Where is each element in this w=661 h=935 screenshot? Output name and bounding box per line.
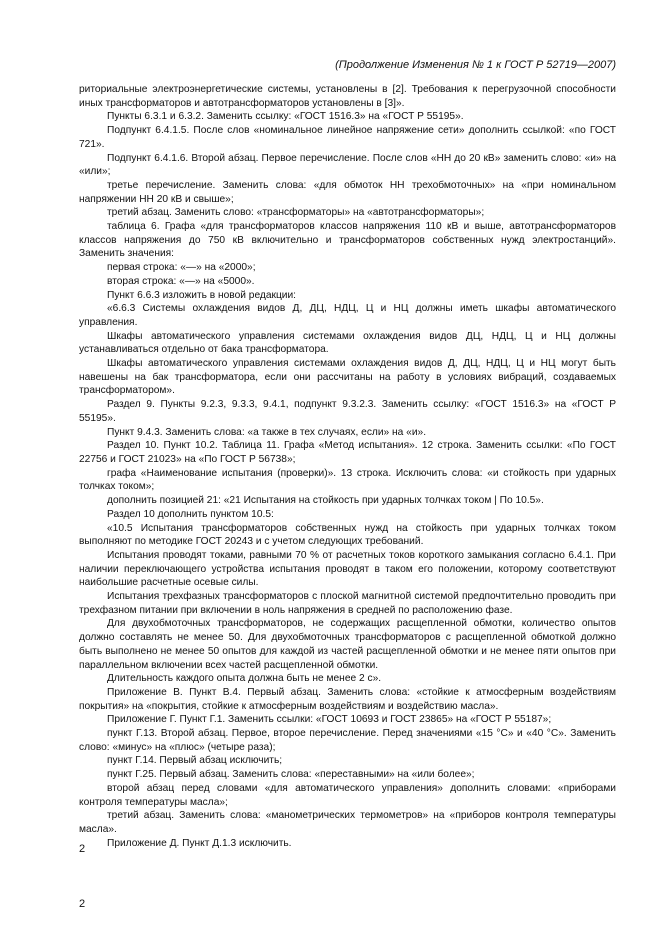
bottom-mark: 2	[79, 843, 86, 855]
paragraph: Подпункт 6.4.1.5. После слов «номинальное линейное напряжение сети» дополнить ссылкой: «по ГОСТ 721».	[79, 125, 616, 150]
paragraph: Раздел 9. Пункты 9.2.3, 9.3.3, 9.4.1, подпункт 9.3.2.3. Заменить ссылку: «ГОСТ 1516.3» на «ГОСТ Р 55195».	[79, 399, 616, 424]
paragraph: Пункты 6.3.1 и 6.3.2. Заменить ссылку: «ГОСТ 1516.3» на «ГОСТ Р 55195».	[107, 111, 464, 123]
running-header: (Продолжение Изменения № 1 к ГОСТ Р 52719—2007)	[335, 59, 616, 71]
page-number: 2	[79, 898, 86, 910]
paragraph: Раздел 10. Пункт 10.2. Таблица 11. Графа «Метод испытания». 12 строка. Заменить ссылки: «По ГОСТ 22756 и ГОСТ 21023» на «По ГОСТ Р 56738»;	[79, 440, 616, 465]
paragraph: Для двухобмоточных трансформаторов, не содержащих расщепленной обмотки, количество опытов должно составлять не менее 50. Для двухобмоточных трансформаторов с расщепленной обмоткой должно быть выполнено не менее 50 опытов для каждой из частей расщепленной обмотки и не менее пяти опытов при параллельном включении всех частей расщепленной обмотки.	[79, 618, 616, 671]
paragraph: третье перечисление. Заменить слова: «для обмоток НН трехобмоточных» на «при номинальном напряжении НН 20 кВ и свыше»;	[79, 179, 616, 205]
paragraph: второй абзац перед словами «для автоматического управления» дополнить словами: «приборами контроля температуры масла»;	[79, 782, 616, 808]
paragraph: таблица 6. Графа «для трансформаторов классов напряжения 110 кВ и выше, автотрансформаторов классов напряжения до 750 кВ включительно и трансформаторов собственных нужд электростанций». Заменить значения:	[79, 221, 616, 260]
paragraph: первая строка: «—» на «2000»;	[107, 262, 256, 274]
paragraph: Приложение В. Пункт В.4. Первый абзац. Заменить слова: «стойкие к атмосферным воздействиям покрытия» на «покрытия, стойкие к атмосферным воздействиям и воздействию масла».	[79, 686, 616, 712]
paragraph: Пункт 6.6.3 изложить в новой редакции:	[107, 289, 297, 301]
paragraph: пункт Г.25. Первый абзац. Заменить слова: «переставными» на «или более»;	[107, 769, 475, 781]
document-body	[79, 83, 616, 850]
paragraph: Испытания проводят токами, равными 70 % от расчетных токов короткого замыкания согласно 6.4.1. При наличии переключающего устройства испытания проводят в таком его положении, которому соответствуют наибольшие расчетные осевые силы.	[79, 549, 616, 589]
paragraph: Шкафы автоматического управления системами охлаждения видов ДЦ, НДЦ, Ц и НЦ должны устанавливаться отдельно от бака трансформатора.	[79, 330, 616, 356]
paragraph: риториальные электроэнергетические системы, установлены в [2]. Требования к перегрузочной способности иных трансформаторов и автотрансформаторов установлены в [3]».	[79, 84, 616, 109]
paragraph: вторая строка: «—» на «5000».	[107, 275, 255, 287]
paragraph: третий абзац. Заменить слова: «манометрических термометров» на «приборов контроля температуры масла».	[79, 810, 616, 835]
paragraph: дополнить позицией 21: «21 Испытания на стойкость при ударных толчках током | По 10.5».	[107, 495, 544, 507]
paragraph: пункт Г.13. Второй абзац. Первое, второе перечисление. Перед значениями «15 °С» и «40 °С». Заменить слово: «минус» на «плюс» (четыре раза);	[79, 728, 616, 753]
paragraph: Приложение Д. Пункт Д.1.3 исключить.	[107, 837, 292, 849]
paragraph: «6.6.3 Системы охлаждения видов Д, ДЦ, НДЦ, Ц и НЦ должны иметь шкафы автоматического управления.	[79, 303, 616, 328]
paragraph: Пункт 9.4.3. Заменить слова: «а также в тех случаях, если» на «и».	[107, 426, 427, 438]
paragraph: пункт Г.14. Первый абзац исключить;	[107, 755, 283, 767]
paragraph: графа «Наименование испытания (проверки)». 13 строка. Исключить слова: «и стойкость при ударных толчках током»;	[79, 467, 616, 493]
paragraph: Шкафы автоматического управления системами охлаждения видов Д, ДЦ, НДЦ, Ц и НЦ могут быть навешены на бак трансформатора, если они рассчитаны на работу в условиях вибраций, создаваемых трансформатором».	[79, 358, 616, 397]
paragraph: «10.5 Испытания трансформаторов собственных нужд на стойкость при ударных толчках током выполняют по методике ГОСТ 20243 и с учетом следующих требований.	[79, 522, 616, 548]
paragraph: третий абзац. Заменить слово: «трансформаторы» на «автотрансформаторы»;	[107, 207, 485, 219]
paragraph: Приложение Г. Пункт Г.1. Заменить ссылки: «ГОСТ 10693 и ГОСТ 23865» на «ГОСТ Р 55187»;	[107, 714, 552, 726]
paragraph: Подпункт 6.4.1.6. Второй абзац. Первое перечисление. После слов «НН до 20 кВ» заменить слово: «и» на «или»;	[79, 152, 616, 178]
paragraph: Раздел 10 дополнить пунктом 10.5:	[107, 508, 274, 520]
paragraph: Испытания трехфазных трансформаторов с плоской магнитной системой предпочтительно проводить при трехфазном питании при включении в ноль напряжения в средней по расположению фазе.	[79, 591, 616, 616]
paragraph: Длительность каждого опыта должна быть не менее 2 с».	[107, 673, 382, 685]
